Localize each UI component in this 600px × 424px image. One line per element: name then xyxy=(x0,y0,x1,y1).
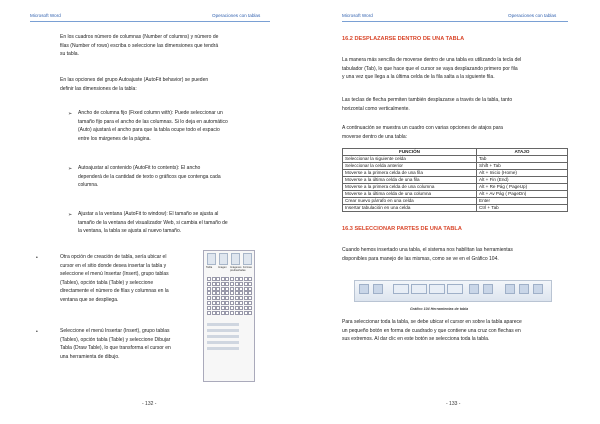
grid-cell[interactable] xyxy=(248,291,252,295)
table-icon xyxy=(207,253,216,265)
grid-cell[interactable] xyxy=(225,296,229,300)
grid-cell[interactable] xyxy=(248,282,252,286)
table-row: Insertar tabulación en una celda Ctrl + Tab xyxy=(343,205,568,212)
right-paragraph-5: Para seleccionar toda la tabla, se debe ubicar el cursor en sobre la tabla aparece un pequeño botón en forma de cuadrado y que contiene una cruz con flechas en sus extremos. Al dar clic en este botón se selecciona toda la tabla. xyxy=(342,319,522,343)
right-header-title: Microsoft Word xyxy=(342,13,373,18)
grid-cell[interactable] xyxy=(225,287,229,291)
right-header-section: Operaciones con tablas xyxy=(508,13,557,18)
grid-cell[interactable] xyxy=(244,282,248,286)
ribbon-button-icon[interactable] xyxy=(373,284,383,294)
left-bullet-autofit-contents: Autoajustar al contenido (AutoFit to contents): El ancho dependerá de la cantidad de texto o gráficos que contenga cada columna. xyxy=(78,165,221,189)
grid-cell[interactable] xyxy=(239,282,243,286)
table-tools-ribbon xyxy=(354,280,552,302)
grid-cell[interactable] xyxy=(225,277,229,281)
grid-cell[interactable] xyxy=(230,301,234,305)
table-row: Seleccionar la celda anterior Shift + Tab xyxy=(343,163,568,170)
table-style-icon[interactable] xyxy=(393,284,409,294)
table-row: Crear nuevo párrafo en una celda Enter xyxy=(343,198,568,205)
grid-cell[interactable] xyxy=(244,311,248,315)
menu-excel-sheet[interactable] xyxy=(207,341,239,344)
left-header-section: Operaciones con tablas xyxy=(212,13,261,18)
grid-cell[interactable] xyxy=(248,296,252,300)
dot-bullet-icon: • xyxy=(36,255,38,261)
grid-cell[interactable] xyxy=(230,282,234,286)
grid-cell[interactable] xyxy=(216,282,220,286)
grid-cell[interactable] xyxy=(216,311,220,315)
grid-cell[interactable] xyxy=(248,277,252,281)
right-header-rule xyxy=(342,21,568,22)
grid-cell[interactable] xyxy=(212,301,216,305)
table-style-icon[interactable] xyxy=(411,284,427,294)
table-row: Moverse a la primera celda de una columna Alt + Re Pág ( PageUp) xyxy=(343,184,568,191)
image-icon xyxy=(219,253,228,265)
grid-cell[interactable] xyxy=(221,291,225,295)
menu-convert-text[interactable] xyxy=(207,335,239,338)
grid-cell[interactable] xyxy=(221,311,225,315)
right-paragraph-3: A continuación se muestra un cuadro con varias opciones de atajos para moverse dentro de una tabla: xyxy=(342,125,503,140)
grid-cell[interactable] xyxy=(212,287,216,291)
grid-cell[interactable] xyxy=(225,301,229,305)
grid-cell[interactable] xyxy=(207,277,211,281)
grid-cell[interactable] xyxy=(221,296,225,300)
menu-draw-table[interactable] xyxy=(207,329,239,332)
grid-cell[interactable] xyxy=(221,306,225,310)
left-paragraph-1: En los cuadros número de columnas (Number of columns) y número de filas (Number of rows) escriba o seleccione las dimensiones que tendrá su tabla. xyxy=(60,34,219,58)
grid-cell[interactable] xyxy=(244,287,248,291)
grid-cell[interactable] xyxy=(239,287,243,291)
grid-cell[interactable] xyxy=(248,287,252,291)
shortcuts-table xyxy=(342,148,568,212)
left-bullet-fixed-width: Ancho de columna fijo (Fixed column with): Puede seleccionar un tamaño fijo para el ancho de las columnas. Si lo deja en automático (Auto) ajustará el ancho para que la tabla ocupe todo el espacio entre los márgenes de la página. xyxy=(78,110,228,142)
grid-cell[interactable] xyxy=(239,296,243,300)
grid-cell[interactable] xyxy=(230,306,234,310)
grid-cell[interactable] xyxy=(212,277,216,281)
grid-cell[interactable] xyxy=(230,296,234,300)
grid-cell[interactable] xyxy=(216,287,220,291)
right-paragraph-1: La manera más sencilla de moverse dentro de una tabla es utilizando la tecla del tabulador (Tab), lo que hace que el cursor se vaya desplazando primero por fila y una vez que llega a la última celda de la fila salta a la siguiente fila. xyxy=(342,57,522,81)
heading-select-table-parts: 16.3 SELECCIONAR PARTES DE UNA TABLA xyxy=(342,226,462,232)
grid-cell[interactable] xyxy=(248,306,252,310)
table-row: Moverse a la última celda de una columna Alt + Av Pág ( PageDn) xyxy=(343,191,568,198)
grid-cell[interactable] xyxy=(216,301,220,305)
grid-cell[interactable] xyxy=(235,296,239,300)
grid-cell[interactable] xyxy=(212,306,216,310)
left-bullet-autofit-window: Ajustar a la ventana (AutoFit to window): El tamaño se ajusta al tamaño de la ventana del visualizador Web, si cambia el tamaño de la ventana, la tabla se ajusta al nuevo tamaño. xyxy=(78,211,228,235)
grid-cell[interactable] xyxy=(235,311,239,315)
grid-cell[interactable] xyxy=(244,277,248,281)
grid-cell[interactable] xyxy=(216,306,220,310)
table-size-grid[interactable] xyxy=(207,277,253,317)
clipart-icon xyxy=(231,253,240,265)
table-style-icon[interactable] xyxy=(429,284,445,294)
grid-cell[interactable] xyxy=(239,306,243,310)
arrow-bullet-icon: ➢ xyxy=(68,111,73,117)
grid-cell[interactable] xyxy=(221,287,225,291)
table-style-icon[interactable] xyxy=(447,284,463,294)
left-page-number: - 132 - xyxy=(142,401,157,407)
shapes-icon xyxy=(243,253,252,265)
grid-cell[interactable] xyxy=(207,287,211,291)
grid-cell[interactable] xyxy=(239,291,243,295)
grid-cell[interactable] xyxy=(244,301,248,305)
table-header-function: FUNCIÓN xyxy=(343,149,477,156)
grid-cell[interactable] xyxy=(230,291,234,295)
dot-bullet-icon: • xyxy=(36,329,38,335)
grid-cell[interactable] xyxy=(230,277,234,281)
grid-cell[interactable] xyxy=(207,306,211,310)
grid-cell[interactable] xyxy=(248,301,252,305)
grid-cell[interactable] xyxy=(244,306,248,310)
menu-quick-tables[interactable] xyxy=(207,347,239,350)
shading-icon[interactable] xyxy=(469,284,479,294)
grid-cell[interactable] xyxy=(235,306,239,310)
grid-cell[interactable] xyxy=(212,311,216,315)
grid-cell[interactable] xyxy=(235,287,239,291)
borders-icon[interactable] xyxy=(483,284,493,294)
grid-cell[interactable] xyxy=(212,296,216,300)
table-row: Seleccionar la siguiente celda Tab xyxy=(343,156,568,163)
grid-cell[interactable] xyxy=(239,301,243,305)
table-header-row xyxy=(343,149,568,156)
draw-table-icon[interactable] xyxy=(519,284,529,294)
table-header-shortcut: ATAJO xyxy=(477,149,568,156)
grid-cell[interactable] xyxy=(225,282,229,286)
eraser-icon[interactable] xyxy=(533,284,543,294)
left-bullet-draw-table: Seleccione el menú Insertar (Insert), grupo tablas (Tables), opción tabla (Table) y seleccione Dibujar Tabla (Draw Table), lo que transforma el cursor en una herramienta de dibujo. xyxy=(60,328,171,360)
grid-cell[interactable] xyxy=(239,311,243,315)
heading-move-in-table: 16.2 DESPLAZARSE DENTRO DE UNA TABLA xyxy=(342,36,465,42)
grid-cell[interactable] xyxy=(212,291,216,295)
grid-cell[interactable] xyxy=(212,282,216,286)
grid-cell[interactable] xyxy=(221,301,225,305)
menu-insert-table[interactable] xyxy=(207,323,239,326)
grid-cell[interactable] xyxy=(248,311,252,315)
grid-cell[interactable] xyxy=(207,296,211,300)
ribbon-button-icon[interactable] xyxy=(359,284,369,294)
grid-cell[interactable] xyxy=(244,291,248,295)
grid-cell[interactable] xyxy=(221,277,225,281)
grid-cell[interactable] xyxy=(244,296,248,300)
grid-cell[interactable] xyxy=(230,287,234,291)
grid-cell[interactable] xyxy=(235,282,239,286)
grid-cell[interactable] xyxy=(207,282,211,286)
right-page-number: - 133 - xyxy=(446,401,461,407)
grid-cell[interactable] xyxy=(221,282,225,286)
grid-cell[interactable] xyxy=(207,291,211,295)
left-header-rule xyxy=(30,21,270,22)
grid-cell[interactable] xyxy=(225,291,229,295)
table-row: Moverse a la última celda de una fila Alt + Fin (End) xyxy=(343,177,568,184)
grid-cell[interactable] xyxy=(207,301,211,305)
right-paragraph-2: Las teclas de flecha permiten también desplazarse a través de la tabla, tanto horizontal como verticalmente. xyxy=(342,97,513,112)
grid-cell[interactable] xyxy=(216,277,220,281)
grid-cell[interactable] xyxy=(207,311,211,315)
grid-cell[interactable] xyxy=(239,277,243,281)
grid-cell[interactable] xyxy=(230,311,234,315)
insert-table-popup: Tabla Imagen Imágenes prediseñadas Formas xyxy=(203,250,255,382)
grid-cell[interactable] xyxy=(225,306,229,310)
left-paragraph-2: En las opciones del grupo Autoajuste (AutoFit behavior) se pueden definir las dimensiones de la tabla: xyxy=(60,77,209,92)
right-page xyxy=(300,0,600,424)
grid-cell[interactable] xyxy=(225,311,229,315)
grid-cell[interactable] xyxy=(216,291,220,295)
figure-caption: Gráfico 104 Herramientas de tabla xyxy=(410,307,469,311)
left-bullet-insert-table: Otra opción de creación de tabla, sería ubicar el cursor en el sitio donde desea insertar la tabla y seleccione el menú Insertar (Insert), grupo tablas (Tables), opción tabla (Table) y seleccione directamente el número de filas y columnas en la ventana que se despliega. xyxy=(60,254,169,303)
grid-cell[interactable] xyxy=(235,291,239,295)
left-header-title: Microsoft Word xyxy=(30,13,61,18)
grid-cell[interactable] xyxy=(235,301,239,305)
arrow-bullet-icon: ➢ xyxy=(68,212,73,218)
grid-cell[interactable] xyxy=(216,296,220,300)
arrow-bullet-icon: ➢ xyxy=(68,166,73,172)
grid-cell[interactable] xyxy=(235,277,239,281)
table-row: Moverse a la primera celda de una fila Alt + Inicio (Home) xyxy=(343,170,568,177)
pen-icon[interactable] xyxy=(505,284,515,294)
right-paragraph-4: Cuando hemos insertado una tabla, el sistema nos habilitan las herramientas disponibles para manejo de las mismas, como se ve en el Gráfico 104. xyxy=(342,247,513,262)
